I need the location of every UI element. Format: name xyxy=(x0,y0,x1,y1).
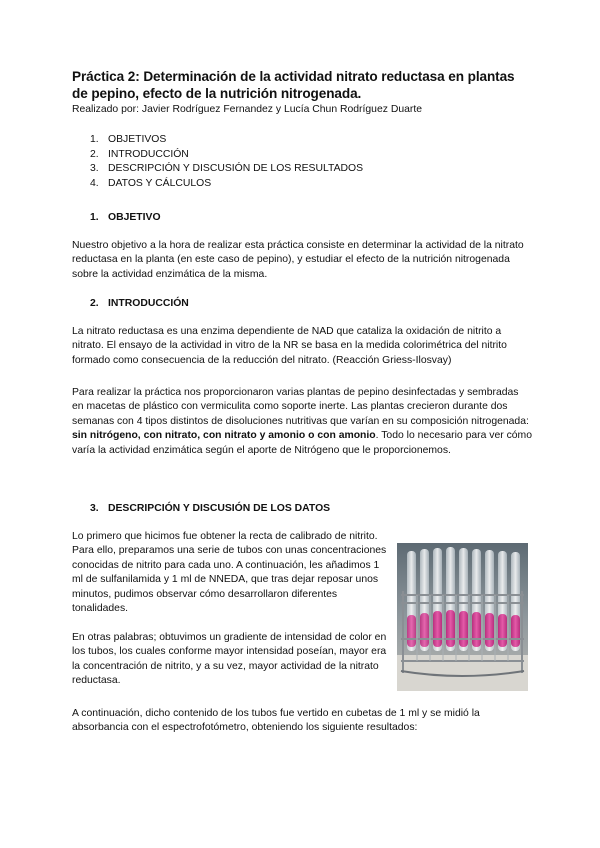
toc-item: 4. DATOS Y CÁLCULOS xyxy=(90,177,212,189)
toc-item: 3. DESCRIPCIÓN Y DISCUSIÓN DE LOS RESULTADOS xyxy=(90,163,364,174)
section-heading-objetivo: 1. OBJETIVO xyxy=(90,212,161,223)
document-title: Práctica 2: Determinación de la actividad nitrato reductasa en plantas de pepino, efecto de la nutrición nitrogenada. xyxy=(72,69,515,101)
introduccion-paragraph-1: La nitrato reductasa es una enzima dependiente de NAD que cataliza la oxidación de nitrito a nitrato. El ensayo de la actividad in vitro de la NR se basa en la medida colorimétrica del nitrito formado como consecuencia de la reducción del nitrato. (Reacción Griess-Ilosvay) xyxy=(72,326,507,366)
descripcion-paragraph-1: Lo primero que hicimos fue obtener la recta de calibrado de nitrito. Para ello, preparamos una serie de tubos con unas concentraciones conocidas de nitrito para cada uno. A continuación, les añadimos 1 ml de sulfanilamida y 1 ml de NNEDA, que tras dejar reposar unos minutos, pudimos observar cómo desarrollaron diferentes tonalidades. xyxy=(72,531,387,615)
toc-item: 2. INTRODUCCIÓN xyxy=(90,148,189,160)
nutrient-types: sin nitrógeno, con nitrato, con nitrato y amonio o con amonio xyxy=(72,430,376,442)
authors-line: Realizado por: Javier Rodríguez Fernandez y Lucía Chun Rodríguez Duarte xyxy=(72,104,423,115)
test-tube-rack-image xyxy=(397,543,528,691)
descripcion-paragraph-2: En otras palabras; obtuvimos un gradiente de intensidad de color en los tubos, los cuales conforme mayor intensidad poseían, mayor era la concentración de nitrito, y a su vez, mayor actividad de la nitrato reductasa. xyxy=(72,632,387,687)
descripcion-paragraph-3: A continuación, dicho contenido de los tubos fue vertido en cubetas de 1 ml y se midió la absorbancia con el espectrofotómetro, obteniendo los siguiente resultados: xyxy=(72,708,480,734)
objetivo-paragraph: Nuestro objetivo a la hora de realizar esta práctica consiste en determinar la actividad de la nitrato reductasa en la planta (en este caso de pepino), y estudiar el efecto de la nutrición nitrogenada sobre la actividad enzimática de la misma. xyxy=(72,240,524,280)
section-heading-introduccion: 2. INTRODUCCIÓN xyxy=(90,298,189,309)
test-tubes-photo xyxy=(397,543,528,691)
tube-row xyxy=(407,547,520,651)
section-heading-descripcion: 3. DESCRIPCIÓN Y DISCUSIÓN DE LOS DATOS xyxy=(90,503,331,514)
toc-item: 1. OBJETIVOS xyxy=(90,134,167,145)
introduccion-paragraph-2: Para realizar la práctica nos proporcionaron varias plantas de pepino desinfectadas y sembradas en macetas de plástico con vermiculita como soporte inerte. Las plantas crecieron durante dos semanas con 4 tipos distintos de disoluciones nutritivas que varían en su composición nitrogenada: sin nitrógeno, con nitrato, con nitrato y amonio o con amonio. Todo lo necesario para ver cómo varía la actividad enzimática según el aporte de Nitrógeno que le proporcionemos. xyxy=(72,387,532,456)
document-page xyxy=(72,68,532,191)
table-of-contents xyxy=(72,133,532,191)
